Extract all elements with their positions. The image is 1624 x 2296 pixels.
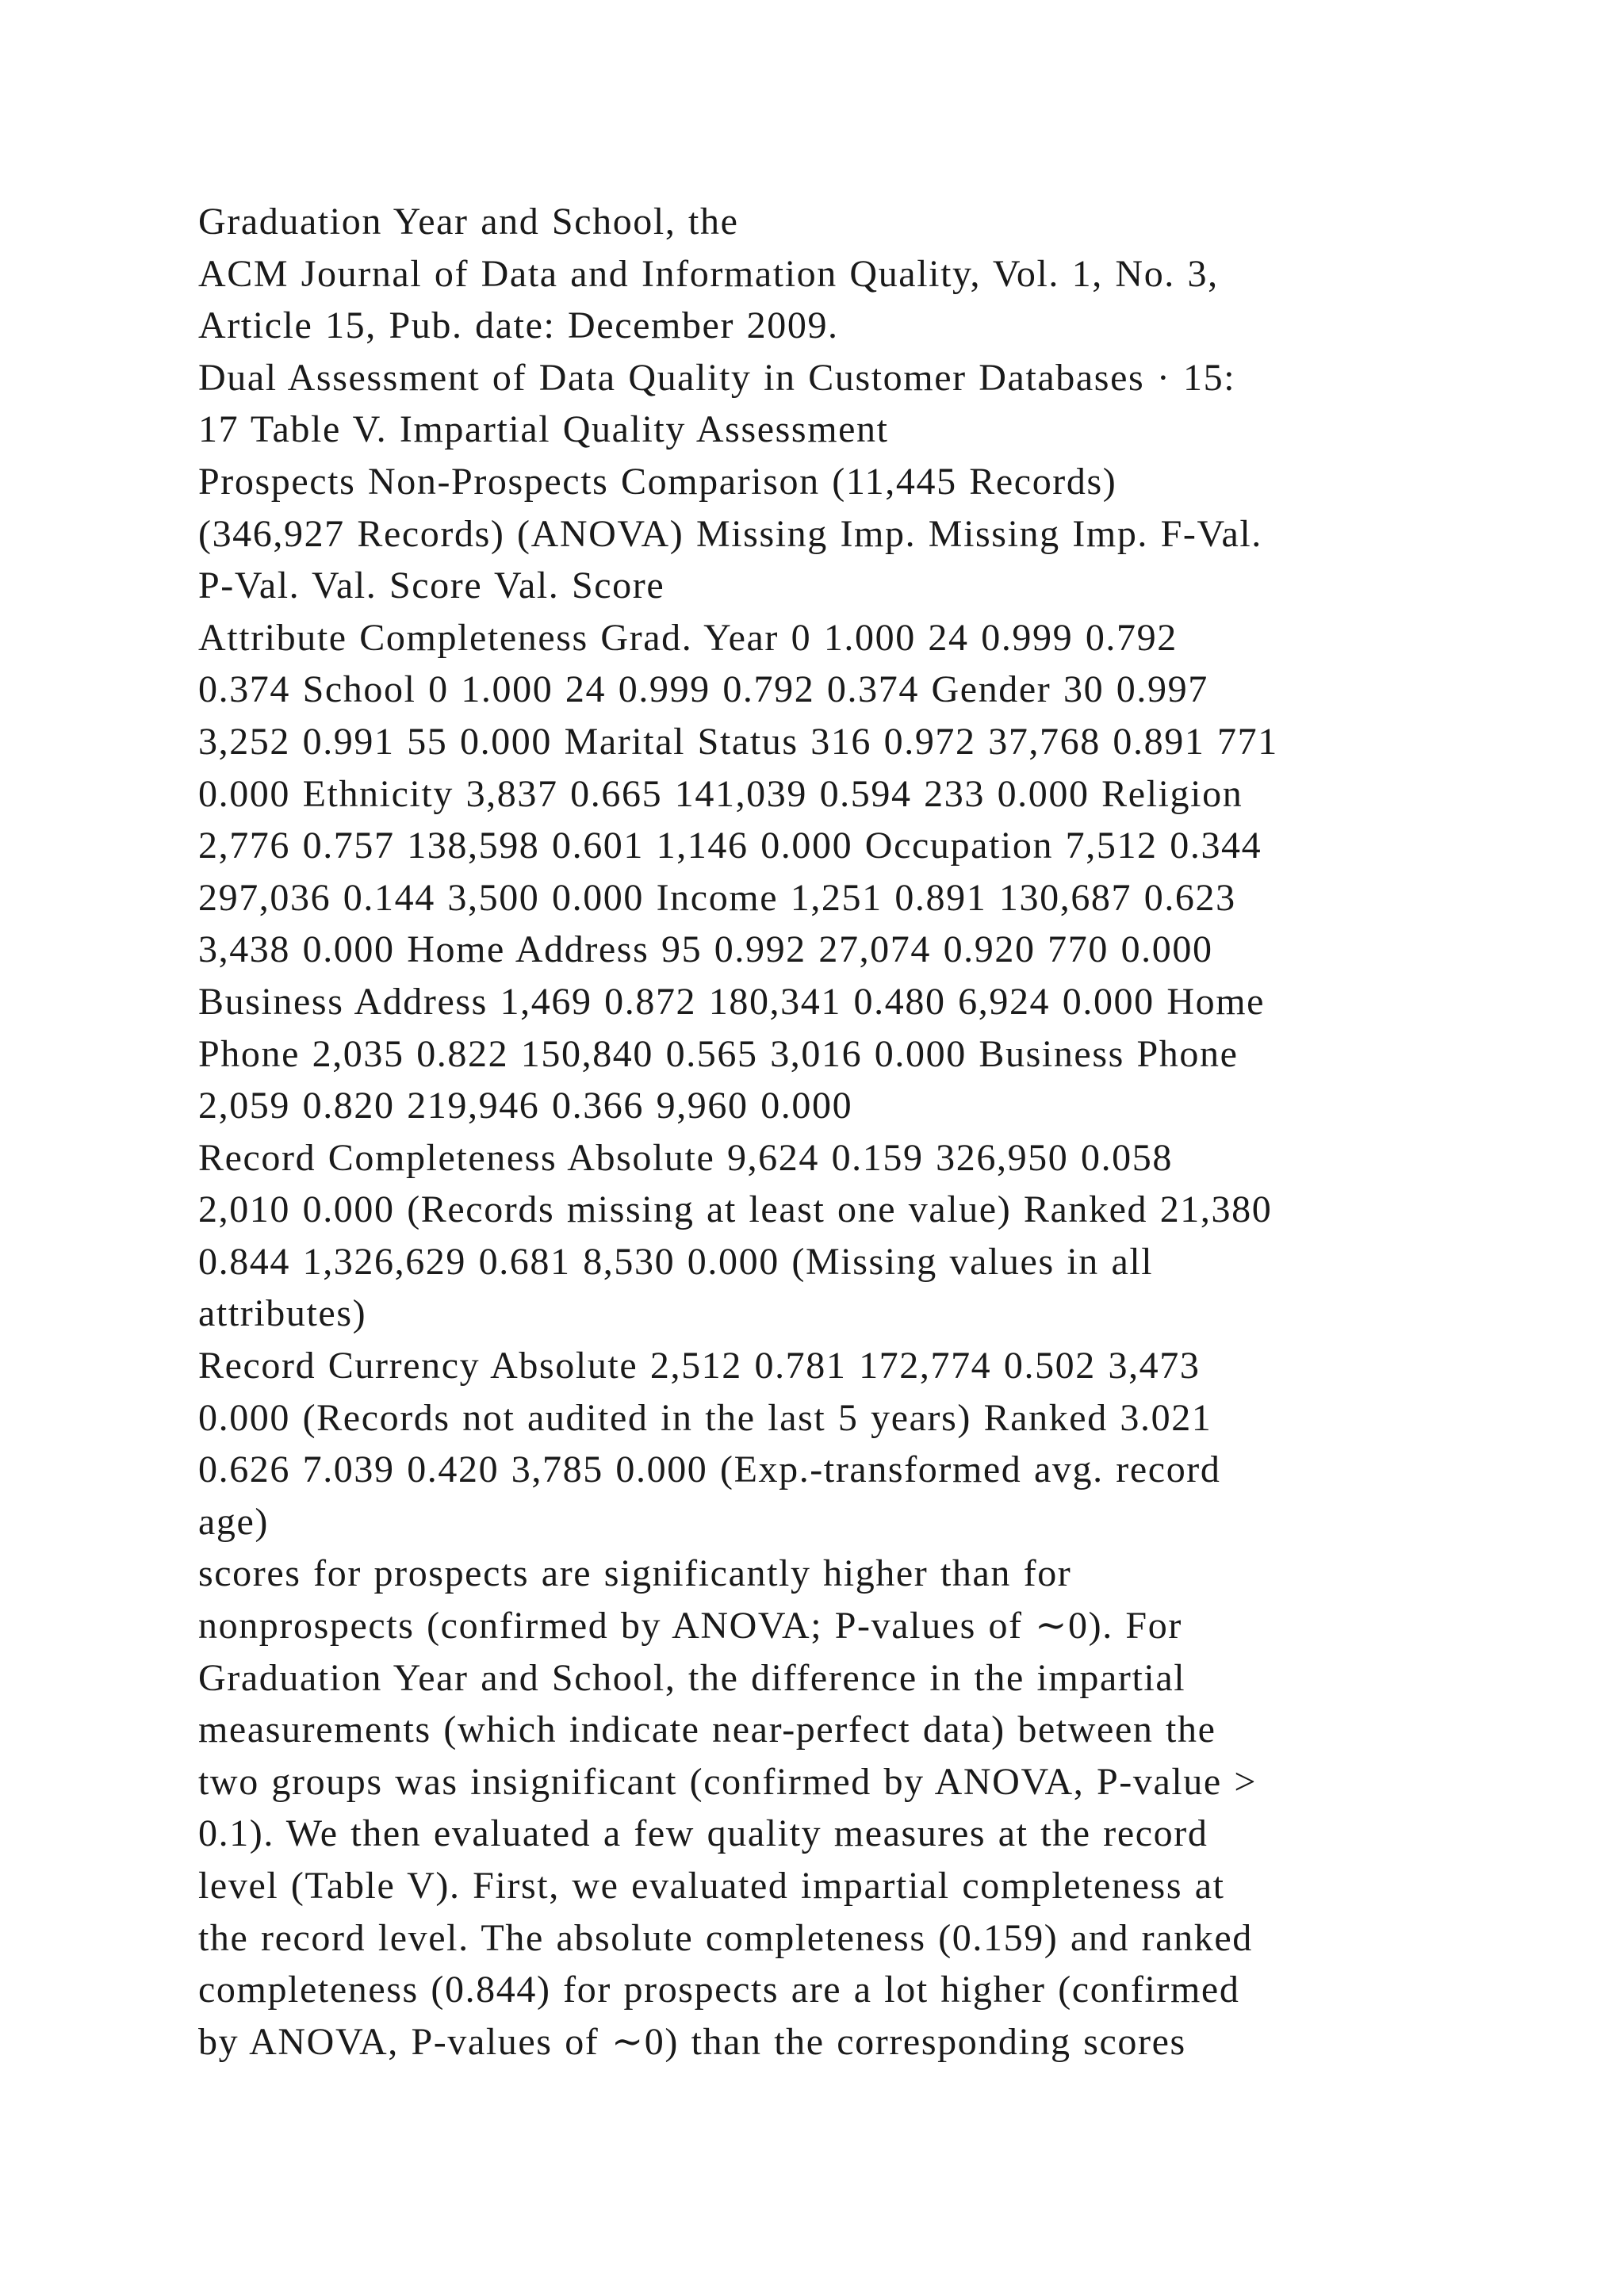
- text-line: two groups was insignificant (confirmed by ANOVA, P-value >: [198, 1760, 1258, 1803]
- text-line: 0.626 7.039 0.420 3,785 0.000 (Exp.-transformed avg. record: [198, 1448, 1221, 1491]
- text-line: the record level. The absolute completeness (0.159) and ranked: [198, 1916, 1253, 1959]
- text-line: age): [198, 1500, 269, 1543]
- document-page: [198, 196, 1499, 2068]
- text-line: Phone 2,035 0.822 150,840 0.565 3,016 0.000 Business Phone: [198, 1032, 1239, 1075]
- text-line: (346,927 Records) (ANOVA) Missing Imp. Missing Imp. F-Val.: [198, 512, 1262, 555]
- text-line: 2,776 0.757 138,598 0.601 1,146 0.000 Occupation 7,512 0.344: [198, 825, 1262, 867]
- text-line: scores for prospects are significantly higher than for: [198, 1552, 1072, 1595]
- text-line: measurements (which indicate near-perfect data) between the: [198, 1709, 1216, 1751]
- text-line: nonprospects (confirmed by ANOVA; P-values of ∼0). For: [198, 1605, 1182, 1647]
- text-line: 0.000 (Records not audited in the last 5 years) Ranked 3.021: [198, 1396, 1212, 1439]
- text-line: 0.000 Ethnicity 3,837 0.665 141,039 0.594 233 0.000 Religion: [198, 772, 1243, 815]
- text-line: 2,059 0.820 219,946 0.366 9,960 0.000: [198, 1085, 853, 1127]
- text-line: Graduation Year and School, the: [198, 201, 739, 243]
- text-line: 3,438 0.000 Home Address 95 0.992 27,074 0.920 770 0.000: [198, 928, 1213, 971]
- text-line: ACM Journal of Data and Information Quality, Vol. 1, No. 3,: [198, 252, 1219, 295]
- text-line: level (Table V). First, we evaluated impartial completeness at: [198, 1865, 1225, 1907]
- text-line: 0.374 School 0 1.000 24 0.999 0.792 0.374 Gender 30 0.997: [198, 668, 1208, 711]
- text-line: Dual Assessment of Data Quality in Customer Databases · 15:: [198, 356, 1236, 399]
- text-line: 297,036 0.144 3,500 0.000 Income 1,251 0.891 130,687 0.623: [198, 876, 1236, 919]
- text-line: Record Currency Absolute 2,512 0.781 172,774 0.502 3,473: [198, 1345, 1201, 1387]
- text-line: Business Address 1,469 0.872 180,341 0.480 6,924 0.000 Home: [198, 980, 1266, 1023]
- text-line: 2,010 0.000 (Records missing at least one value) Ranked 21,380: [198, 1188, 1273, 1231]
- text-line: attributes): [198, 1292, 367, 1335]
- text-line: 3,252 0.991 55 0.000 Marital Status 316 0.972 37,768 0.891 771: [198, 720, 1278, 763]
- text-line: Article 15, Pub. date: December 2009.: [198, 304, 839, 347]
- text-line: Record Completeness Absolute 9,624 0.159 326,950 0.058: [198, 1136, 1173, 1179]
- text-line: by ANOVA, P-values of ∼0) than the corresponding scores: [198, 2020, 1186, 2063]
- text-line: completeness (0.844) for prospects are a lot higher (confirmed: [198, 1969, 1240, 2011]
- text-line: 0.844 1,326,629 0.681 8,530 0.000 (Missing values in all: [198, 1240, 1154, 1283]
- text-line: 0.1). We then evaluated a few quality measures at the record: [198, 1812, 1208, 1855]
- text-line: P-Val. Val. Score Val. Score: [198, 564, 665, 607]
- text-line: Graduation Year and School, the difference in the impartial: [198, 1656, 1186, 1699]
- text-line: Attribute Completeness Grad. Year 0 1.000 24 0.999 0.792: [198, 616, 1178, 659]
- text-line: 17 Table V. Impartial Quality Assessment: [198, 408, 889, 451]
- text-line: Prospects Non-Prospects Comparison (11,445 Records): [198, 460, 1117, 503]
